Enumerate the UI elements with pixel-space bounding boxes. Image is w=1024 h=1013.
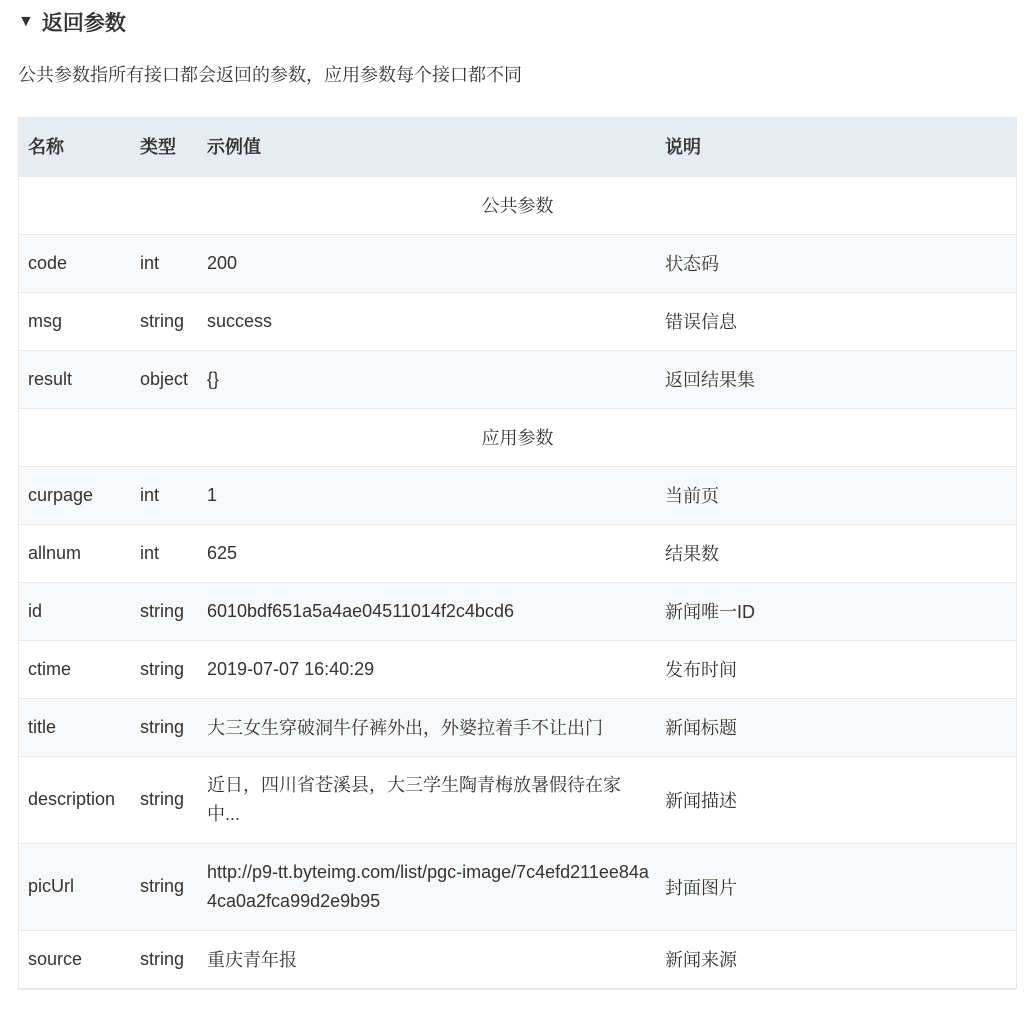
table-row: [19, 582, 1016, 640]
param-name: code: [19, 234, 131, 292]
param-name: description: [19, 756, 131, 843]
param-example: 6010bdf651a5a4ae04511014f2c4bcd6: [198, 582, 656, 640]
table-row: [19, 292, 1016, 350]
param-desc: 状态码: [656, 234, 1016, 292]
param-name: allnum: [19, 524, 131, 582]
table-row: [19, 350, 1016, 408]
param-type: int: [131, 524, 198, 582]
param-example: 2019-07-07 16:40:29: [198, 640, 656, 698]
param-name: ctime: [19, 640, 131, 698]
header-name: 名称: [19, 117, 131, 176]
group-row-app: [19, 408, 1016, 466]
param-type: string: [131, 843, 198, 930]
param-type: string: [131, 930, 198, 988]
header-type: 类型: [131, 117, 198, 176]
param-example: 重庆青年报: [198, 930, 656, 988]
table-row: [19, 698, 1016, 756]
table-header-row: [19, 117, 1016, 176]
param-example: 大三女生穿破洞牛仔裤外出，外婆拉着手不让出门: [198, 698, 656, 756]
group-row-common: [19, 176, 1016, 234]
param-desc: 结果数: [656, 524, 1016, 582]
param-type: string: [131, 292, 198, 350]
param-name: title: [19, 698, 131, 756]
param-example: http://p9-tt.byteimg.com/list/pgc-image/7c4efd211ee84a4ca0a2fca99d2e9b95: [198, 843, 656, 930]
header-description: 说明: [656, 117, 1016, 176]
param-desc: 新闻标题: [656, 698, 1016, 756]
group-label-common: 公共参数: [19, 176, 1016, 234]
table-row: [19, 843, 1016, 930]
param-type: int: [131, 466, 198, 524]
param-desc: 新闻唯一ID: [656, 582, 1016, 640]
param-type: string: [131, 582, 198, 640]
param-type: int: [131, 234, 198, 292]
param-desc: 封面图片: [656, 843, 1016, 930]
param-example: 625: [198, 524, 656, 582]
header-example: 示例值: [198, 117, 656, 176]
param-type: string: [131, 698, 198, 756]
param-desc: 当前页: [656, 466, 1016, 524]
param-name: id: [19, 582, 131, 640]
param-example: {}: [198, 350, 656, 408]
table-row: [19, 930, 1016, 988]
group-label-app: 应用参数: [19, 408, 1016, 466]
param-desc: 返回结果集: [656, 350, 1016, 408]
param-type: object: [131, 350, 198, 408]
param-example: 200: [198, 234, 656, 292]
param-example: 近日，四川省苍溪县，大三学生陶青梅放暑假待在家中...: [198, 756, 656, 843]
table-row: [19, 756, 1016, 843]
section-description: 公共参数指所有接口都会返回的参数，应用参数每个接口都不同: [18, 65, 522, 85]
param-name: result: [19, 350, 131, 408]
param-desc: 发布时间: [656, 640, 1016, 698]
param-name: curpage: [19, 466, 131, 524]
table-row: [19, 466, 1016, 524]
param-desc: 错误信息: [656, 292, 1016, 350]
collapse-triangle-icon[interactable]: ▼: [18, 13, 34, 30]
table-row: [19, 524, 1016, 582]
table-row: [19, 234, 1016, 292]
param-name: source: [19, 930, 131, 988]
param-type: string: [131, 756, 198, 843]
param-desc: 新闻来源: [656, 930, 1016, 988]
param-example: 1: [198, 466, 656, 524]
return-params-table: [18, 117, 1017, 990]
param-name: msg: [19, 292, 131, 350]
param-type: string: [131, 640, 198, 698]
param-desc: 新闻描述: [656, 756, 1016, 843]
section-title: 返回参数: [41, 12, 126, 35]
param-name: picUrl: [19, 843, 131, 930]
section-header[interactable]: [18, 6, 126, 38]
table-row: [19, 640, 1016, 698]
param-example: success: [198, 292, 656, 350]
